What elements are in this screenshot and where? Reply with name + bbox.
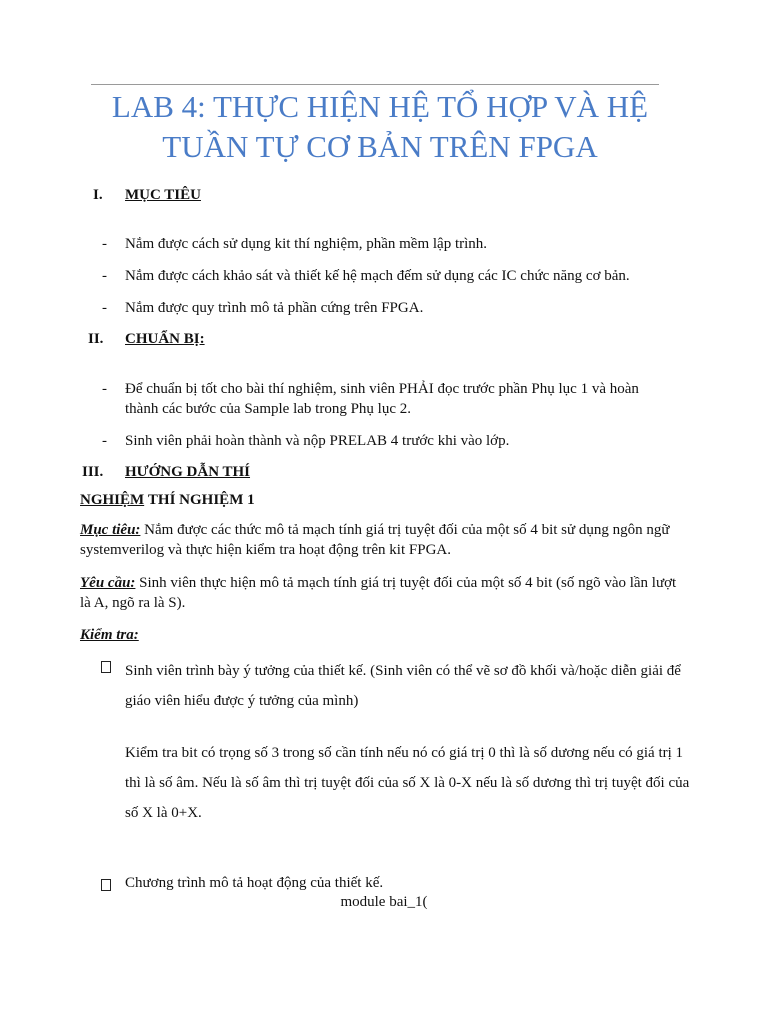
bullet-dash: - [102,433,107,449]
code-line: module bai_1( [340,894,428,910]
section-1-number: I. [93,187,103,203]
objective-label: Mục tiêu: [80,522,141,538]
section-2-title: CHUẨN BỊ: [125,331,205,347]
check-paragraph: Kiểm tra bit có trọng số 3 trong số cần tính nếu nó có giá trị 0 thì là số dương nếu có giá trị 1 thì là số âm. Nếu là số âm thì trị tuyệt đối của số X là 0-X nếu là số dương thì trị tuyệt đối của số X là 0+X. [125,745,690,821]
header-rule [91,84,659,85]
section-1-item-2: Nắm được cách khảo sát và thiết kế hệ mạch đếm sử dụng các IC chức năng cơ bản. [125,268,630,284]
bullet-dash: - [102,381,107,397]
section-3-title-part-1: HƯỚNG DẪN THÍ [125,464,251,480]
checkbox-bullet-icon [101,661,111,673]
bullet-dash: - [102,268,107,284]
bullet-dash: - [102,300,107,316]
section-1-title: MỤC TIÊU [125,187,201,203]
title-line-2: TUẦN TỰ CƠ BẢN TRÊN FPGA [162,129,598,164]
section-3-title-part-2: NGHIỆM [80,492,145,508]
section-2-item-2: Sinh viên phải hoàn thành và nộp PRELAB 4 trước khi vào lớp. [125,433,510,449]
check-label: Kiểm tra: [80,627,139,643]
experiment-1-title: THÍ NGHIỆM 1 [147,492,255,508]
requirement-paragraph [80,574,680,614]
section-3-heading-line [80,491,255,511]
objective-paragraph [80,521,680,561]
section-2-item-1: Để chuẩn bị tốt cho bài thí nghiệm, sinh viên PHẢI đọc trước phần Phụ lục 1 và hoàn thành các bước của Sample lab trong Phụ lục 2. [125,381,639,417]
section-1-item-1: Nắm được cách sử dụng kit thí nghiệm, phần mềm lập trình. [125,236,488,252]
checkbox-bullet-icon [101,879,111,891]
objective-text: Nắm được các thức mô tả mạch tính giá trị tuyệt đối của một số 4 bit sử dụng ngôn ngữ systemverilog và thực hiện kiểm tra hoạt động trên kit FPGA. [80,522,670,558]
check-item-1: Sinh viên trình bày ý tưởng của thiết kế. (Sinh viên có thể vẽ sơ đồ khối và/hoặc diễn giải để giáo viên hiểu được ý tưởng của mình) [125,663,681,709]
requirement-label: Yêu cầu: [80,575,136,591]
requirement-text: Sinh viên thực hiện mô tả mạch tính giá trị tuyệt đối của một số 4 bit (số ngõ vào lần lượt là A, ngõ ra là S). [80,575,677,611]
bullet-dash: - [102,236,107,252]
title-line-1: LAB 4: THỰC HIỆN HỆ TỔ HỢP VÀ HỆ [111,89,649,124]
check-item-2: Chương trình mô tả hoạt động của thiết kế. [125,875,384,891]
section-2-number: II. [88,331,104,347]
section-1-item-3: Nắm được quy trình mô tả phần cứng trên FPGA. [125,300,424,316]
section-3-number: III. [82,464,104,480]
